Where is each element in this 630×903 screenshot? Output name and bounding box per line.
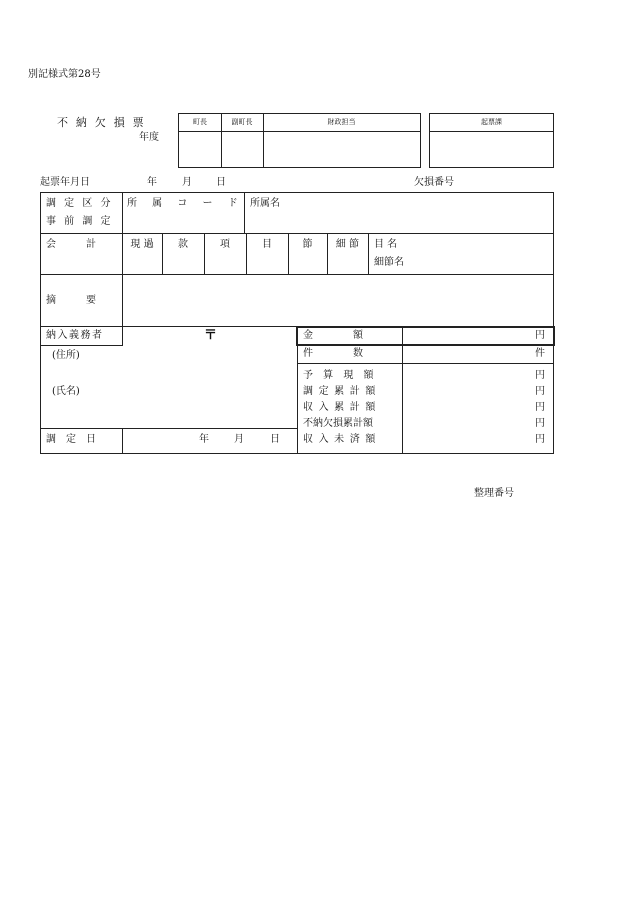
deputy-head-label: 副町長 (231, 118, 253, 126)
prior-assessment-label: 事 前 調 定 (46, 216, 114, 227)
fiscal-year-label: 年度 (139, 132, 159, 143)
postal-mark: 〒 (204, 328, 218, 343)
dept-name-label: 所属名 (250, 198, 280, 209)
assess-total-label: 調 定 累 計 額 (303, 386, 377, 397)
count-label: 件 数 (303, 348, 363, 359)
saisetsu-label: 細 節 (335, 239, 360, 250)
budget-current-label: 予 算 現 額 (303, 370, 378, 381)
amount-yen: 円 (535, 330, 545, 341)
saisetsu-name-label: 細節名 (374, 257, 404, 268)
moku-name-label: 目 名 (374, 239, 398, 250)
kan-label: 款 (178, 239, 188, 250)
assess-year-label: 年 (199, 434, 209, 445)
assess-total-yen: 円 (535, 386, 545, 397)
address-label: (住所) (52, 350, 80, 361)
setsu-label: 節 (302, 239, 313, 250)
loss-total-label: 不納欠損累計額 (303, 418, 373, 429)
control-number-label: 整理番号 (474, 488, 514, 499)
issue-year-label: 年 (147, 177, 157, 188)
account-label: 会 計 (46, 239, 96, 250)
revenue-total-yen: 円 (535, 402, 545, 413)
assessment-category-label: 調 定 区 分 (46, 198, 114, 209)
account-label-wrap (46, 240, 118, 250)
assess-day-label: 日 (270, 434, 280, 445)
issuing-section-label: 起票課 (481, 118, 502, 126)
issue-day-label: 日 (216, 177, 226, 188)
form-title: 不 納 欠 損 票 (57, 116, 146, 129)
payer-label: 納入義務者 (46, 330, 104, 341)
approval-box (178, 113, 421, 168)
assess-date-label: 調 定 日 (46, 434, 96, 445)
loss-number-label: 欠損番号 (414, 177, 454, 188)
amount-label: 金 額 (303, 330, 363, 341)
name-label: (氏名) (52, 386, 80, 397)
issue-month-label: 月 (182, 177, 192, 188)
kou-label: 項 (220, 239, 230, 250)
unpaid-label: 収 入 未 済 額 (303, 434, 377, 445)
revenue-total-label: 収 入 累 計 額 (303, 402, 377, 413)
moku-label: 目 (262, 239, 272, 250)
main-form-table (40, 192, 554, 454)
issuing-section-box (429, 113, 554, 168)
unpaid-yen: 円 (535, 434, 545, 445)
assess-month-label: 月 (234, 434, 244, 445)
current-past-label: 現 過 (130, 239, 154, 250)
loss-total-yen: 円 (535, 418, 545, 429)
town-head-label: 町長 (193, 118, 207, 126)
summary-label: 摘 要 (46, 295, 96, 306)
finance-officer-label: 財政担当 (327, 118, 356, 126)
form-number: 別記様式第28号 (28, 69, 101, 80)
count-unit: 件 (535, 348, 545, 359)
issue-date-label: 起票年月日 (40, 177, 90, 188)
budget-current-yen: 円 (535, 370, 545, 381)
dept-code-label: 所 属 コ ー ド (127, 198, 244, 209)
